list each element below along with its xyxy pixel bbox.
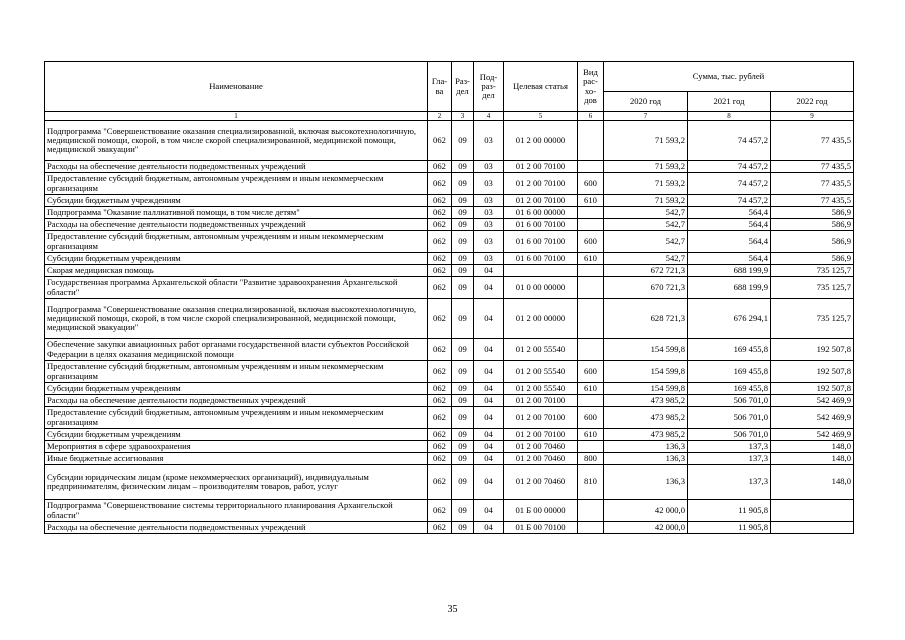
row-value-2022: 77 435,5 bbox=[771, 161, 854, 173]
row-name: Скорая медицинская помощь bbox=[45, 265, 428, 277]
row-value-2022: 735 125,7 bbox=[771, 265, 854, 277]
row-target: 01 2 00 70460 bbox=[504, 441, 578, 453]
row-chapter: 062 bbox=[428, 265, 452, 277]
row-expense-type bbox=[578, 500, 604, 522]
row-value-2020: 154 599,8 bbox=[604, 339, 688, 361]
row-value-2021: 506 701,0 bbox=[688, 407, 771, 429]
row-subsection: 03 bbox=[474, 253, 504, 265]
row-value-2021: 74 457,2 bbox=[688, 121, 771, 161]
row-target: 01 2 00 55540 bbox=[504, 383, 578, 395]
row-expense-type: 610 bbox=[578, 195, 604, 207]
row-target: 01 2 00 70460 bbox=[504, 453, 578, 465]
budget-table bbox=[44, 61, 854, 534]
row-chapter: 062 bbox=[428, 383, 452, 395]
row-name: Предоставление субсидий бюджетным, автономным учреждениям и иным некоммерческим организациям bbox=[45, 173, 428, 195]
row-expense-type: 610 bbox=[578, 383, 604, 395]
row-value-2022: 586,9 bbox=[771, 207, 854, 219]
row-target: 01 6 00 00000 bbox=[504, 207, 578, 219]
row-value-2020: 542,7 bbox=[604, 253, 688, 265]
row-value-2022: 192 507,8 bbox=[771, 361, 854, 383]
row-target: 01 6 00 70100 bbox=[504, 231, 578, 253]
row-name: Расходы на обеспечение деятельности подведомственных учреждений bbox=[45, 219, 428, 231]
row-subsection: 04 bbox=[474, 522, 504, 534]
row-value-2021: 564,4 bbox=[688, 253, 771, 265]
row-name: Субсидии бюджетным учреждениям bbox=[45, 253, 428, 265]
row-value-2022: 586,9 bbox=[771, 219, 854, 231]
row-value-2020: 542,7 bbox=[604, 207, 688, 219]
header-year-2021: 2021 год bbox=[688, 92, 771, 112]
row-chapter: 062 bbox=[428, 121, 452, 161]
row-value-2020: 136,3 bbox=[604, 441, 688, 453]
table-row bbox=[45, 121, 854, 161]
row-value-2022: 542 469,9 bbox=[771, 395, 854, 407]
header-year-2022: 2022 год bbox=[771, 92, 854, 112]
row-section: 09 bbox=[452, 522, 474, 534]
row-subsection: 04 bbox=[474, 465, 504, 500]
row-value-2021: 564,4 bbox=[688, 219, 771, 231]
header-name: Наименование bbox=[45, 62, 428, 112]
row-target: 01 6 00 70100 bbox=[504, 219, 578, 231]
row-section: 09 bbox=[452, 299, 474, 339]
table-row bbox=[45, 265, 854, 277]
row-section: 09 bbox=[452, 231, 474, 253]
row-expense-type: 600 bbox=[578, 361, 604, 383]
row-expense-type: 610 bbox=[578, 429, 604, 441]
row-value-2022: 586,9 bbox=[771, 231, 854, 253]
row-value-2020: 42 000,0 bbox=[604, 500, 688, 522]
row-value-2022: 735 125,7 bbox=[771, 277, 854, 299]
table-row bbox=[45, 299, 854, 339]
row-value-2022 bbox=[771, 500, 854, 522]
row-value-2021: 169 455,8 bbox=[688, 339, 771, 361]
row-value-2020: 42 000,0 bbox=[604, 522, 688, 534]
row-section: 09 bbox=[452, 253, 474, 265]
row-name: Мероприятия в сфере здравоохранения bbox=[45, 441, 428, 453]
row-value-2020: 154 599,8 bbox=[604, 361, 688, 383]
row-section: 09 bbox=[452, 173, 474, 195]
row-name: Расходы на обеспечение деятельности подведомственных учреждений bbox=[45, 395, 428, 407]
row-value-2022: 542 469,9 bbox=[771, 429, 854, 441]
row-value-2020: 136,3 bbox=[604, 453, 688, 465]
header-section: Раз-дел bbox=[452, 62, 474, 112]
row-name: Предоставление субсидий бюджетным, автономным учреждениям и иным некоммерческим организациям bbox=[45, 361, 428, 383]
row-chapter: 062 bbox=[428, 161, 452, 173]
row-value-2020: 71 593,2 bbox=[604, 121, 688, 161]
row-subsection: 03 bbox=[474, 219, 504, 231]
table-row bbox=[45, 339, 854, 361]
row-value-2021: 137,3 bbox=[688, 453, 771, 465]
row-value-2020: 473 985,2 bbox=[604, 429, 688, 441]
row-section: 09 bbox=[452, 219, 474, 231]
table-row bbox=[45, 407, 854, 429]
row-chapter: 062 bbox=[428, 299, 452, 339]
row-subsection: 04 bbox=[474, 395, 504, 407]
column-number: 6 bbox=[578, 112, 604, 121]
row-subsection: 04 bbox=[474, 407, 504, 429]
row-value-2021: 564,4 bbox=[688, 231, 771, 253]
row-name: Субсидии бюджетным учреждениям bbox=[45, 383, 428, 395]
table-row bbox=[45, 522, 854, 534]
row-value-2021: 169 455,8 bbox=[688, 361, 771, 383]
row-value-2020: 542,7 bbox=[604, 219, 688, 231]
table-row bbox=[45, 231, 854, 253]
row-chapter: 062 bbox=[428, 500, 452, 522]
row-expense-type bbox=[578, 522, 604, 534]
row-section: 09 bbox=[452, 453, 474, 465]
row-section: 09 bbox=[452, 207, 474, 219]
row-value-2020: 473 985,2 bbox=[604, 395, 688, 407]
row-name: Субсидии бюджетным учреждениям bbox=[45, 429, 428, 441]
row-name: Субсидии бюджетным учреждениям bbox=[45, 195, 428, 207]
row-section: 09 bbox=[452, 277, 474, 299]
row-name: Подпрограмма "Оказание паллиативной помощи, в том числе детям" bbox=[45, 207, 428, 219]
row-target: 01 2 00 70100 bbox=[504, 429, 578, 441]
row-value-2020: 628 721,3 bbox=[604, 299, 688, 339]
row-name: Расходы на обеспечение деятельности подведомственных учреждений bbox=[45, 522, 428, 534]
row-section: 09 bbox=[452, 429, 474, 441]
row-chapter: 062 bbox=[428, 277, 452, 299]
row-name: Подпрограмма "Совершенствование оказания специализированной, включая высокотехнологичную, медицинской помощи, скорой, в том числе скорой специализированной, медицинской помощи, медицинской эвакуации" bbox=[45, 299, 428, 339]
page-number: 35 bbox=[447, 604, 458, 615]
row-value-2022: 542 469,9 bbox=[771, 407, 854, 429]
row-subsection: 04 bbox=[474, 383, 504, 395]
table-row bbox=[45, 395, 854, 407]
row-section: 09 bbox=[452, 441, 474, 453]
row-section: 09 bbox=[452, 195, 474, 207]
table-row bbox=[45, 500, 854, 522]
row-expense-type: 600 bbox=[578, 407, 604, 429]
row-value-2020: 670 721,3 bbox=[604, 277, 688, 299]
row-subsection: 03 bbox=[474, 121, 504, 161]
row-chapter: 062 bbox=[428, 361, 452, 383]
row-value-2022 bbox=[771, 522, 854, 534]
row-name: Подпрограмма "Совершенствование оказания специализированной, включая высокотехнологичную, медицинской помощи, скорой, в том числе скорой специализированной, медицинской помощи, медицинской эвакуации" bbox=[45, 121, 428, 161]
row-target: 01 2 00 70100 bbox=[504, 395, 578, 407]
row-chapter: 062 bbox=[428, 195, 452, 207]
row-name: Обеспечение закупки авиационных работ органами государственной власти субъектов Российской Федерации в целях оказания медицинской помощи bbox=[45, 339, 428, 361]
table-row bbox=[45, 441, 854, 453]
row-subsection: 04 bbox=[474, 299, 504, 339]
row-value-2020: 672 721,3 bbox=[604, 265, 688, 277]
row-target: 01 2 00 70100 bbox=[504, 407, 578, 429]
header-sum: Сумма, тыс. рублей bbox=[604, 62, 854, 92]
row-chapter: 062 bbox=[428, 453, 452, 465]
row-target: 01 2 00 55540 bbox=[504, 339, 578, 361]
table-row bbox=[45, 253, 854, 265]
row-target: 01 2 00 70460 bbox=[504, 465, 578, 500]
row-name: Государственная программа Архангельской области "Развитие здравоохранения Архангельской области" bbox=[45, 277, 428, 299]
column-number: 7 bbox=[604, 112, 688, 121]
header-subsection: Под-раз-дел bbox=[474, 62, 504, 112]
row-target: 01 2 00 00000 bbox=[504, 121, 578, 161]
row-section: 09 bbox=[452, 121, 474, 161]
row-subsection: 04 bbox=[474, 361, 504, 383]
row-value-2021: 564,4 bbox=[688, 207, 771, 219]
row-target: 01 Б 00 70100 bbox=[504, 522, 578, 534]
row-name: Расходы на обеспечение деятельности подведомственных учреждений bbox=[45, 161, 428, 173]
row-subsection: 04 bbox=[474, 429, 504, 441]
row-chapter: 062 bbox=[428, 441, 452, 453]
row-expense-type bbox=[578, 219, 604, 231]
header-year-2020: 2020 год bbox=[604, 92, 688, 112]
row-chapter: 062 bbox=[428, 465, 452, 500]
row-value-2022: 77 435,5 bbox=[771, 173, 854, 195]
column-number: 3 bbox=[452, 112, 474, 121]
row-expense-type bbox=[578, 277, 604, 299]
row-chapter: 062 bbox=[428, 395, 452, 407]
row-name: Предоставление субсидий бюджетным, автономным учреждениям и иным некоммерческим организациям bbox=[45, 407, 428, 429]
row-target: 01 2 00 70100 bbox=[504, 173, 578, 195]
row-value-2022: 735 125,7 bbox=[771, 299, 854, 339]
row-value-2022: 148,0 bbox=[771, 441, 854, 453]
row-section: 09 bbox=[452, 395, 474, 407]
row-expense-type bbox=[578, 441, 604, 453]
row-name: Иные бюджетные ассигнования bbox=[45, 453, 428, 465]
row-value-2020: 154 599,8 bbox=[604, 383, 688, 395]
row-subsection: 04 bbox=[474, 265, 504, 277]
row-value-2022: 192 507,8 bbox=[771, 339, 854, 361]
row-name: Подпрограмма "Совершенствование системы территориального планирования Архангельской области" bbox=[45, 500, 428, 522]
row-section: 09 bbox=[452, 465, 474, 500]
row-chapter: 062 bbox=[428, 173, 452, 195]
row-chapter: 062 bbox=[428, 253, 452, 265]
table-row bbox=[45, 161, 854, 173]
table-row bbox=[45, 453, 854, 465]
row-expense-type: 610 bbox=[578, 253, 604, 265]
row-section: 09 bbox=[452, 383, 474, 395]
row-value-2022: 77 435,5 bbox=[771, 195, 854, 207]
row-value-2021: 74 457,2 bbox=[688, 161, 771, 173]
row-value-2022: 586,9 bbox=[771, 253, 854, 265]
header-expense-type: Вид рас-хо-дов bbox=[578, 62, 604, 112]
table-row bbox=[45, 465, 854, 500]
table-row bbox=[45, 173, 854, 195]
row-section: 09 bbox=[452, 265, 474, 277]
table-row bbox=[45, 429, 854, 441]
column-number: 5 bbox=[504, 112, 578, 121]
row-section: 09 bbox=[452, 407, 474, 429]
row-value-2021: 11 905,8 bbox=[688, 522, 771, 534]
row-expense-type bbox=[578, 339, 604, 361]
row-target: 01 Б 00 00000 bbox=[504, 500, 578, 522]
row-value-2021: 676 294,1 bbox=[688, 299, 771, 339]
row-value-2022: 148,0 bbox=[771, 453, 854, 465]
table-row bbox=[45, 361, 854, 383]
row-expense-type bbox=[578, 299, 604, 339]
row-value-2020: 71 593,2 bbox=[604, 195, 688, 207]
row-value-2021: 137,3 bbox=[688, 465, 771, 500]
row-subsection: 03 bbox=[474, 231, 504, 253]
row-chapter: 062 bbox=[428, 207, 452, 219]
column-number-row bbox=[45, 112, 854, 121]
row-value-2021: 74 457,2 bbox=[688, 195, 771, 207]
row-subsection: 03 bbox=[474, 173, 504, 195]
row-value-2022: 148,0 bbox=[771, 465, 854, 500]
row-chapter: 062 bbox=[428, 219, 452, 231]
table-row bbox=[45, 195, 854, 207]
row-value-2021: 11 905,8 bbox=[688, 500, 771, 522]
row-target: 01 2 00 70100 bbox=[504, 195, 578, 207]
row-section: 09 bbox=[452, 339, 474, 361]
row-value-2020: 473 985,2 bbox=[604, 407, 688, 429]
row-target bbox=[504, 265, 578, 277]
row-target: 01 6 00 70100 bbox=[504, 253, 578, 265]
row-value-2020: 71 593,2 bbox=[604, 161, 688, 173]
row-value-2021: 506 701,0 bbox=[688, 429, 771, 441]
row-expense-type: 600 bbox=[578, 231, 604, 253]
row-target: 01 0 00 00000 bbox=[504, 277, 578, 299]
row-expense-type bbox=[578, 207, 604, 219]
row-subsection: 04 bbox=[474, 500, 504, 522]
column-number: 8 bbox=[688, 112, 771, 121]
row-value-2021: 506 701,0 bbox=[688, 395, 771, 407]
row-value-2020: 136,3 bbox=[604, 465, 688, 500]
row-section: 09 bbox=[452, 361, 474, 383]
column-number: 2 bbox=[428, 112, 452, 121]
row-value-2021: 74 457,2 bbox=[688, 173, 771, 195]
row-value-2021: 137,3 bbox=[688, 441, 771, 453]
row-chapter: 062 bbox=[428, 407, 452, 429]
row-name: Предоставление субсидий бюджетным, автономным учреждениям и иным некоммерческим организациям bbox=[45, 231, 428, 253]
row-subsection: 04 bbox=[474, 441, 504, 453]
header-target: Целевая статья bbox=[504, 62, 578, 112]
row-section: 09 bbox=[452, 161, 474, 173]
row-value-2022: 192 507,8 bbox=[771, 383, 854, 395]
header-chapter: Гла-ва bbox=[428, 62, 452, 112]
row-chapter: 062 bbox=[428, 231, 452, 253]
row-subsection: 04 bbox=[474, 339, 504, 361]
column-number: 1 bbox=[45, 112, 428, 121]
row-target: 01 2 00 00000 bbox=[504, 299, 578, 339]
row-name: Субсидии юридическим лицам (кроме некоммерческих организаций), индивидуальным предпринимателям, физическим лицам – производителям товаров, работ, услуг bbox=[45, 465, 428, 500]
row-chapter: 062 bbox=[428, 429, 452, 441]
row-target: 01 2 00 70100 bbox=[504, 161, 578, 173]
row-value-2020: 542,7 bbox=[604, 231, 688, 253]
row-section: 09 bbox=[452, 500, 474, 522]
row-value-2021: 688 199,9 bbox=[688, 265, 771, 277]
column-number: 9 bbox=[771, 112, 854, 121]
table-row bbox=[45, 219, 854, 231]
column-number: 4 bbox=[474, 112, 504, 121]
row-value-2021: 169 455,8 bbox=[688, 383, 771, 395]
row-value-2022: 77 435,5 bbox=[771, 121, 854, 161]
row-expense-type bbox=[578, 265, 604, 277]
row-target: 01 2 00 55540 bbox=[504, 361, 578, 383]
row-chapter: 062 bbox=[428, 339, 452, 361]
row-expense-type: 600 bbox=[578, 173, 604, 195]
row-expense-type bbox=[578, 161, 604, 173]
row-subsection: 03 bbox=[474, 195, 504, 207]
row-expense-type: 810 bbox=[578, 465, 604, 500]
row-subsection: 04 bbox=[474, 277, 504, 299]
table-row bbox=[45, 383, 854, 395]
row-expense-type: 800 bbox=[578, 453, 604, 465]
row-value-2021: 688 199,9 bbox=[688, 277, 771, 299]
table-row bbox=[45, 277, 854, 299]
row-value-2020: 71 593,2 bbox=[604, 173, 688, 195]
row-expense-type bbox=[578, 395, 604, 407]
row-subsection: 03 bbox=[474, 161, 504, 173]
row-subsection: 03 bbox=[474, 207, 504, 219]
row-chapter: 062 bbox=[428, 522, 452, 534]
table-row bbox=[45, 207, 854, 219]
row-expense-type bbox=[578, 121, 604, 161]
row-subsection: 04 bbox=[474, 453, 504, 465]
